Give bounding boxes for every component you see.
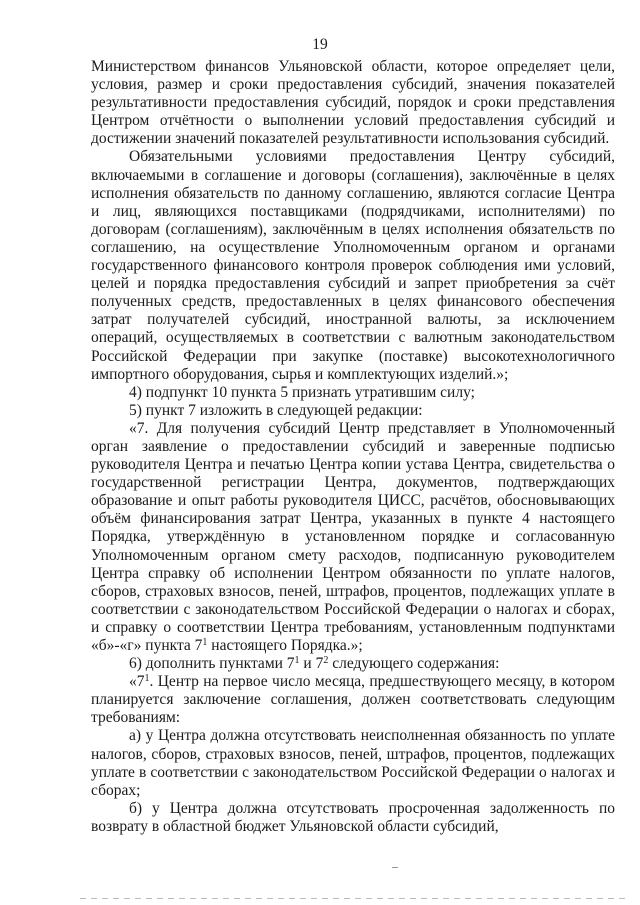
paragraph-point-7 — [91, 420, 615, 655]
paragraph-item-5: 5) пункт 7 изложить в следующей редакции: — [129, 401, 423, 419]
superscript: 1 — [144, 673, 150, 685]
item-6-text: 6) дополнить пунктами 7 — [129, 655, 295, 673]
paragraph-subitem-a: а) у Центра должна отсутствовать неисполненная обязанность по уплате налогов, сборов, страховых взносов, пеней, штрафов, процентов, подлежащих уплате в соответствии с законодательством Российской Федерации о налогах и сборах; — [91, 727, 615, 799]
superscript: 2 — [323, 655, 329, 667]
paragraph-item-4: 4) подпункт 10 пункта 5 признать утратившим силу; — [129, 383, 475, 401]
paragraph-mandatory-conditions: Обязательными условиями предоставления Центру субсидий, включаемыми в соглашение и договоры (соглашения), заключённые в целях исполнения обязательств по данному соглашению, являются согласие Центра и лиц, являющихся поставщиками (подрядчиками, исполнителями) по договорам (соглашениям), заключённым в целях исполнения обязательств по соглашению, на осуществление Уполномоченным органом и органами государственного финансового контроля проверок соблюдения ими условий, целей и порядка предоставления субсидий и запрет приобретения за счёт полученных средств, предоставленных в целях финансового обеспечения затрат получателей субсидий, иностранной валюты, за исключением операций, осуществляемых в соответствии с валютным законодательством Российской Федерации при закупке (поставке) высокотехнологичного импортного оборудования, сырья и комплектующих изделий.»; — [91, 148, 615, 383]
point-7-text: «7. Для получения субсидий Центр представляет в Уполномоченный орган заявление о предоставлении субсидий и заверенные подписью руководителя Центра и печатью Центра копии устава Центра, свидетельства о государственной регистрации Центра, документов, подтверждающих образование и опыт работы руководителя ЦИСС, расчётов, обосновывающих объём финансирования затрат Центра, указанных в пункте 4 настоящего Порядка, утверждённую в установленном порядке и согласованную Уполномоченным органом смету расходов, подписанную руководителем Центра справку об исполнении Центром обязанности по уплате налогов, сборов, страховых взносов, пеней, штрафов, процентов, подлежащих уплате в соответствии с законодательством Российской Федерации о налогах и сборах, и справку о соответствии Центра требованиям, установленным подпунктами «б»-«г» пункта 7 — [91, 419, 615, 654]
paragraph-point-7-1 — [91, 673, 615, 727]
point-7-1-tail: . Центр на первое число месяца, предшествующего месяцу, в котором планируется заключение соглашения, должен соответствовать следующим требованиям: — [91, 673, 615, 727]
item-6-mid: и 7 — [299, 655, 324, 673]
paragraph-item-6 — [91, 655, 615, 673]
paragraph-subitem-b: б) у Центра должна отсутствовать просроченная задолженность по возврату в областной бюджет Ульяновской области субсидий, — [91, 799, 615, 835]
document-body — [91, 58, 615, 836]
superscript: 1 — [202, 637, 208, 648]
scan-mark — [392, 867, 398, 868]
point-7-tail: настоящего Порядка.»; — [207, 637, 363, 654]
point-7-1-text: «7 — [129, 673, 145, 691]
page-number: 19 — [312, 36, 328, 53]
superscript: 1 — [294, 655, 300, 667]
scan-edge-noise — [80, 898, 625, 899]
item-6-tail: следующего содержания: — [328, 655, 500, 673]
paragraph-continuation: Министерством финансов Ульяновской области, которое определяет цели, условия, размер и сроки предоставления субсидий, значения показателей результативности предоставления субсидий, порядок и сроки представления Центром отчётности о выполнении условий предоставления субсидий и достижении значений показателей результативности использования субсидий. — [91, 58, 615, 148]
